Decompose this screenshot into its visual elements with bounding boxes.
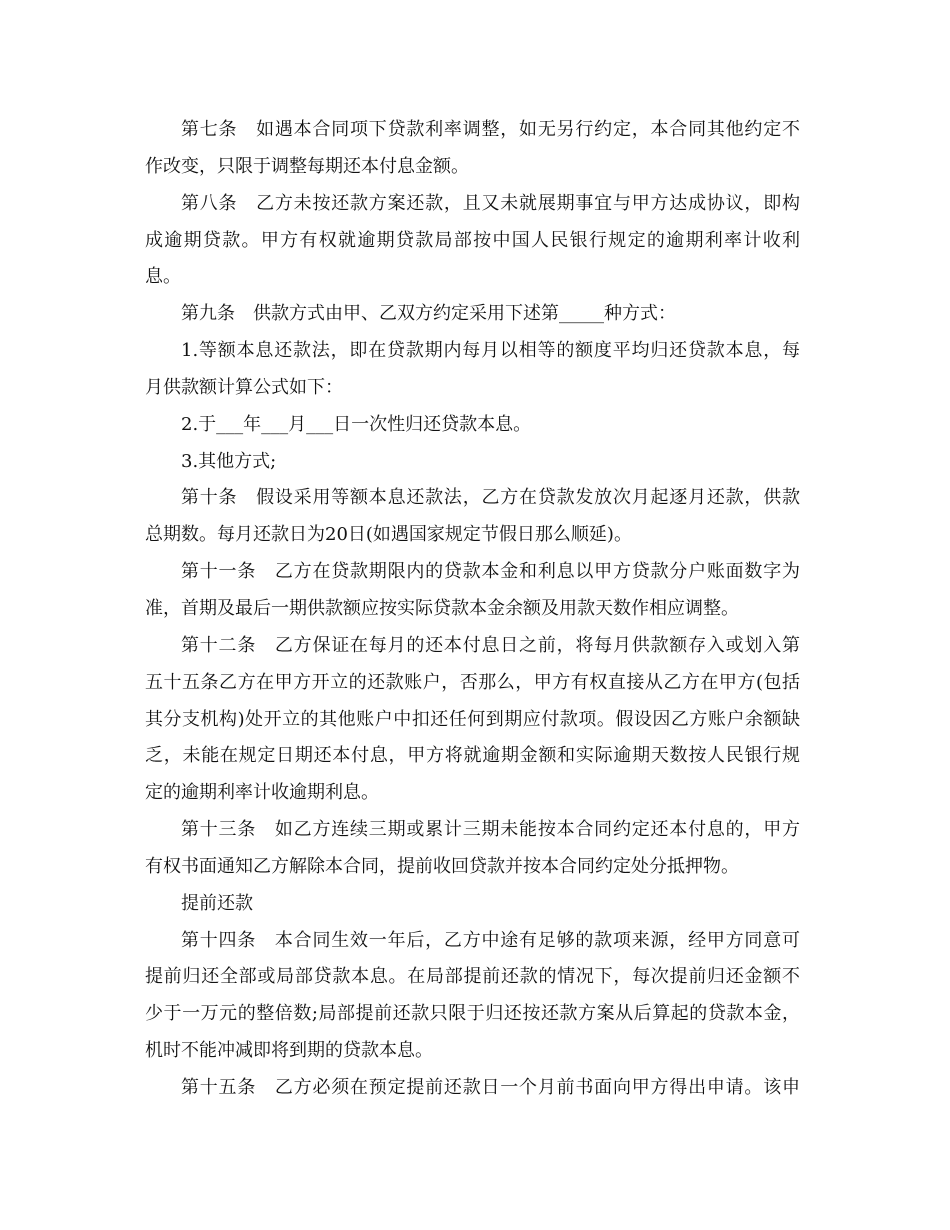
paragraph-line: 五十五条乙方在甲方开立的还款账户，否那么，甲方有权直接从乙方在甲方(包括: [145, 671, 800, 693]
article-13-paragraph: [145, 812, 800, 886]
section-heading-prepayment: [145, 886, 800, 923]
paragraph-line: 有权书面通知乙方解除本合同，提前收回贷款并按本合同约定处分抵押物。: [145, 855, 739, 877]
section-heading: 提前还款: [181, 892, 253, 914]
paragraph-line: 其分支机构)处开立的其他账户中扣还任何到期应付款项。假设因乙方账户余额缺: [145, 708, 800, 730]
article-14-paragraph: [145, 923, 800, 1070]
paragraph-line: 息。: [145, 266, 181, 288]
paragraph-line: 乏，未能在规定日期还本付息，甲方将就逾期金额和实际逾期天数按人民银行规: [145, 745, 800, 767]
article-11-paragraph: [145, 554, 800, 628]
paragraph-line: 作改变，只限于调整每期还本付息金额。: [145, 155, 469, 177]
paragraph-line: 1.等额本息还款法，即在贷款期内每月以相等的额度平均归还贷款本息，每: [181, 340, 800, 362]
payment-option-2: [145, 407, 800, 444]
paragraph-line: 月供款额计算公式如下：: [145, 376, 343, 398]
paragraph-line: 准，首期及最后一期供款额应按实际贷款本金余额及用款天数作相应调整。: [145, 597, 739, 619]
paragraph-line: 第十一条 乙方在贷款期限内的贷款本金和利息以甲方贷款分户账面数字为: [181, 561, 800, 583]
paragraph-line: 总期数。每月还款日为20日(如遇国家规定节假日那么顺延)。: [145, 524, 632, 546]
paragraph-line: 第七条 如遇本合同项下贷款利率调整，如无另行约定，本合同其他约定不: [181, 119, 800, 140]
article-9-paragraph: [145, 296, 800, 333]
article-15-paragraph: [145, 1070, 800, 1107]
paragraph-line: 3.其他方式;: [181, 450, 277, 472]
paragraph-line: 第十三条 如乙方连续三期或累计三期未能按本合同约定还本付息的，甲方: [181, 819, 800, 841]
paragraph-line: 少于一万元的整倍数;局部提前还款只限于归还按还款方案从后算起的贷款本金，: [145, 1003, 800, 1025]
article-12-paragraph: [145, 628, 800, 812]
paragraph-line: 第十二条 乙方保证在每月的还本付息日之前，将每月供款额存入或划入第: [181, 634, 800, 656]
article-10-paragraph: [145, 480, 800, 554]
paragraph-line: 第十五条 乙方必须在预定提前还款日一个月前书面向甲方得出申请。该申: [181, 1076, 800, 1098]
paragraph-line: 成逾期贷款。甲方有权就逾期贷款局部按中国人民银行规定的逾期利率计收利: [145, 229, 800, 251]
payment-option-1: [145, 333, 800, 407]
article-7-paragraph: [145, 112, 800, 186]
document-body: [145, 112, 800, 1107]
paragraph-line: 第八条 乙方未按还款方案还款，且又未就展期事宜与甲方达成协议，即构: [181, 192, 800, 214]
paragraph-line: 第十四条 本合同生效一年后，乙方中途有足够的款项来源，经甲方同意可: [181, 929, 800, 951]
paragraph-line: 第九条 供款方式由甲、乙双方约定采用下述第_____种方式：: [181, 303, 676, 325]
paragraph-line: 机时不能冲减即将到期的贷款本息。: [145, 1040, 433, 1062]
article-8-paragraph: [145, 186, 800, 297]
paragraph-line: 提前归还全部或局部贷款本息。在局部提前还款的情况下，每次提前归还金额不: [145, 966, 800, 988]
paragraph-line: 第十条 假设采用等额本息还款法，乙方在贷款发放次月起逐月还款，供款: [181, 487, 800, 509]
paragraph-line: 2.于___年___月___日一次性归还贷款本息。: [181, 413, 532, 435]
payment-option-3: [145, 444, 800, 481]
paragraph-line: 定的逾期利率计收逾期利息。: [145, 782, 379, 804]
